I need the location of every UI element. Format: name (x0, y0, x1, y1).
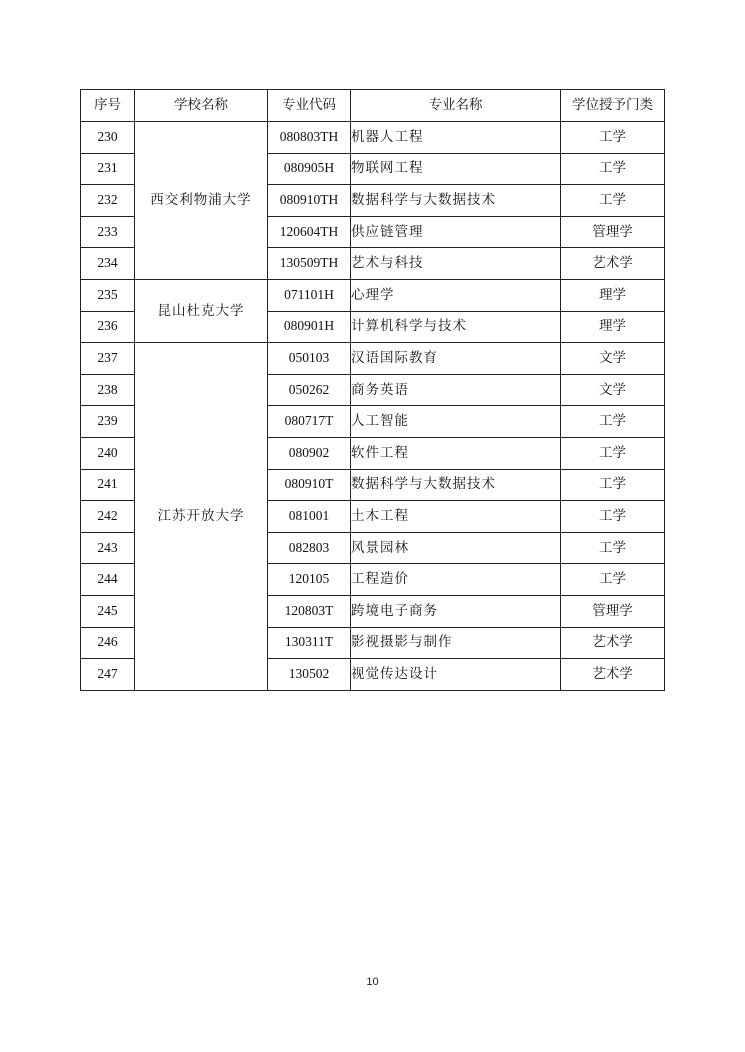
row-no: 232 (81, 185, 135, 217)
major-name: 艺术与科技 (351, 248, 561, 280)
row-no: 242 (81, 501, 135, 533)
table-row (81, 279, 665, 311)
degree-category: 管理学 (561, 595, 665, 627)
school-cell: 江苏开放大学 (135, 343, 268, 691)
degree-category: 工学 (561, 437, 665, 469)
degree-category: 工学 (561, 532, 665, 564)
table-row (81, 122, 665, 154)
major-name: 物联网工程 (351, 153, 561, 185)
degree-category: 艺术学 (561, 659, 665, 691)
school-cell: 西交利物浦大学 (135, 122, 268, 280)
major-code: 080910T (268, 469, 351, 501)
degree-category: 理学 (561, 279, 665, 311)
row-no: 243 (81, 532, 135, 564)
major-code: 130311T (268, 627, 351, 659)
row-no: 244 (81, 564, 135, 596)
major-code: 080910TH (268, 185, 351, 217)
row-no: 230 (81, 122, 135, 154)
degree-category: 工学 (561, 185, 665, 217)
row-no: 234 (81, 248, 135, 280)
major-code: 080905H (268, 153, 351, 185)
major-name: 数据科学与大数据技术 (351, 469, 561, 501)
degree-category: 工学 (561, 469, 665, 501)
major-name: 计算机科学与技术 (351, 311, 561, 343)
major-name: 机器人工程 (351, 122, 561, 154)
major-code: 080717T (268, 406, 351, 438)
header-name: 专业名称 (351, 90, 561, 122)
degree-category: 艺术学 (561, 627, 665, 659)
major-code: 050262 (268, 374, 351, 406)
degree-category: 管理学 (561, 216, 665, 248)
row-no: 240 (81, 437, 135, 469)
major-name: 工程造价 (351, 564, 561, 596)
majors-table (80, 89, 665, 691)
major-name: 数据科学与大数据技术 (351, 185, 561, 217)
degree-category: 理学 (561, 311, 665, 343)
row-no: 231 (81, 153, 135, 185)
major-name: 土木工程 (351, 501, 561, 533)
major-code: 080803TH (268, 122, 351, 154)
major-name: 供应链管理 (351, 216, 561, 248)
header-code: 专业代码 (268, 90, 351, 122)
major-code: 120604TH (268, 216, 351, 248)
row-no: 245 (81, 595, 135, 627)
major-code: 130509TH (268, 248, 351, 280)
major-code: 120803T (268, 595, 351, 627)
row-no: 239 (81, 406, 135, 438)
major-name: 商务英语 (351, 374, 561, 406)
header-school: 学校名称 (135, 90, 268, 122)
major-name: 视觉传达设计 (351, 659, 561, 691)
degree-category: 工学 (561, 564, 665, 596)
major-code: 081001 (268, 501, 351, 533)
major-name: 跨境电子商务 (351, 595, 561, 627)
major-name: 软件工程 (351, 437, 561, 469)
row-no: 237 (81, 343, 135, 375)
major-name: 人工智能 (351, 406, 561, 438)
row-no: 236 (81, 311, 135, 343)
major-name: 风景园林 (351, 532, 561, 564)
row-no: 233 (81, 216, 135, 248)
major-code: 082803 (268, 532, 351, 564)
header-no: 序号 (81, 90, 135, 122)
major-name: 心理学 (351, 279, 561, 311)
major-name: 影视摄影与制作 (351, 627, 561, 659)
page-number: 10 (366, 976, 379, 988)
row-no: 238 (81, 374, 135, 406)
major-name: 汉语国际教育 (351, 343, 561, 375)
degree-category: 工学 (561, 501, 665, 533)
row-no: 241 (81, 469, 135, 501)
major-code: 050103 (268, 343, 351, 375)
header-row (81, 90, 665, 122)
degree-category: 文学 (561, 374, 665, 406)
school-cell: 昆山杜克大学 (135, 279, 268, 342)
major-code: 130502 (268, 659, 351, 691)
degree-category: 工学 (561, 153, 665, 185)
header-category: 学位授予门类 (561, 90, 665, 122)
degree-category: 文学 (561, 343, 665, 375)
row-no: 246 (81, 627, 135, 659)
row-no: 235 (81, 279, 135, 311)
degree-category: 工学 (561, 406, 665, 438)
major-code: 071101H (268, 279, 351, 311)
degree-category: 艺术学 (561, 248, 665, 280)
major-code: 080902 (268, 437, 351, 469)
row-no: 247 (81, 659, 135, 691)
table-row (81, 343, 665, 375)
major-code: 120105 (268, 564, 351, 596)
degree-category: 工学 (561, 122, 665, 154)
major-code: 080901H (268, 311, 351, 343)
